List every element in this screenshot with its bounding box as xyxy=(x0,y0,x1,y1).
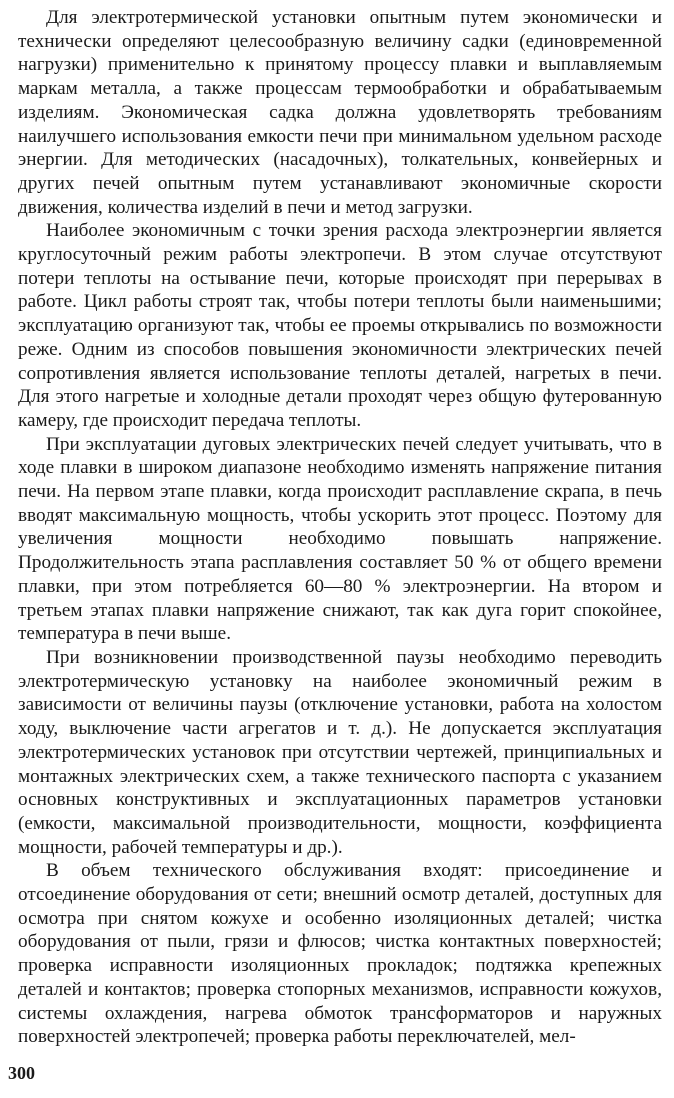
paragraph-1: Для электротермической установки опытным путем экономически и технически определяют целесообразную величину садки (единовременной нагрузки) применительно к принятому процессу плавки и выплавляемым маркам металла, а также процессам термообработки и обрабатываемым изделиям. Экономическая садка должна удовлетворять требованиям наилучшего использования емкости печи при минимальном удельном расходе энергии. Для методических (насадочных), толкательных, конвейерных и других печей опытным путем устанавливают экономичные скорости движения, количества изделий в печи и метод загрузки. xyxy=(18,7,662,218)
paragraph-2: Наиболее экономичным с точки зрения расхода электроэнергии является круглосуточный режим работы электропечи. В этом случае отсутствуют потери теплоты на остывание печи, которые происходят при перерывах в работе. Цикл работы строят так, чтобы потери теплоты были наименьшими; эксплуатацию организуют так, чтобы ее проемы открывались по возможности реже. Одним из способов повышения экономичности электрических печей сопротивления является использование теплоты деталей, нагретых в печи. Для этого нагретые и холодные детали проходят через общую футерованную камеру, где происходит передача теплоты. xyxy=(18,220,662,431)
page-number: 300 xyxy=(8,1063,35,1083)
paragraph-3: При эксплуатации дуговых электрических печей следует учитывать, что в ходе плавки в широком диапазоне необходимо изменять напряжение питания печи. На первом этапе плавки, когда происходит расплавление скрапа, в печь вводят максимальную мощность, чтобы ускорить этот процесс. Поэтому для увеличения мощности необходимо повышать напряжение. Продолжительность этапа расплавления составляет 50 % от общего времени плавки, при этом потребляется 60—80 % электроэнергии. На втором и третьем этапах плавки напряжение снижают, так как дуга горит спокойнее, температура в печи выше. xyxy=(18,433,662,645)
page-body xyxy=(18,6,662,1049)
paragraph-5: В объем технического обслуживания входят: присоединение и отсоединение оборудования от сети; внешний осмотр деталей, доступных для осмотра при снятом кожухе и особенно изоляционных деталей; чистка оборудования от пыли, грязи и флюсов; чистка контактных поверхностей; проверка исправности изоляционных прокладок; подтяжка крепежных деталей и контактов; проверка стопорных механизмов, исправности кожухов, системы охлаждения, нагрева обмоток трансформаторов и наружных поверхностей электропечей; проверка работы переключателей, мел- xyxy=(18,860,662,1048)
paragraph-4: При возникновении производственной паузы необходимо переводить электротермическую установку на наиболее экономичный режим в зависимости от величины паузы (отключение установки, работа на холостом ходу, выключение части агрегатов и т. д.). Не допускается эксплуатация электротермических установок при отсутствии чертежей, принципиальных и монтажных электрических схем, а также технического паспорта с указанием основных конструктивных и эксплуатационных параметров установки (емкости, максимальной производительности, мощности, коэффициента мощности, рабочей температуры и др.). xyxy=(18,646,662,858)
